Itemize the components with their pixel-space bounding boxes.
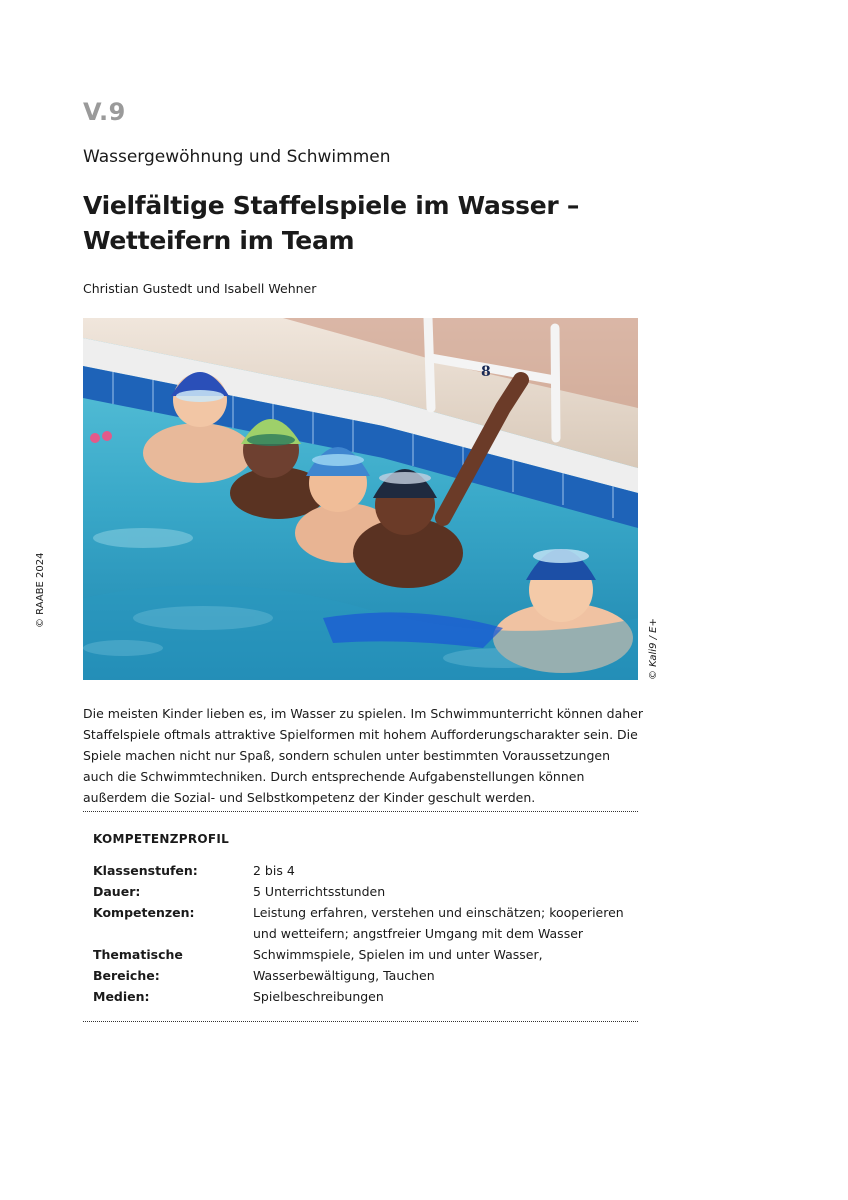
intro-paragraph — [83, 703, 643, 808]
title-line-2: Wetteifern im Team — [83, 226, 355, 255]
ladder-number: 8 — [481, 364, 491, 380]
profile-label: Dauer: — [93, 884, 141, 899]
photo-credit: © Kali9 / E+ — [648, 618, 659, 680]
copyright-notice: © RAABE 2024 — [35, 552, 46, 628]
page-number: V.9 — [83, 98, 126, 126]
profile-row — [93, 944, 628, 986]
profile-label: Thematische Bereiche: — [93, 947, 183, 983]
competence-profile — [93, 860, 628, 1007]
profile-row — [93, 902, 628, 944]
title-line-1: Vielfältige Staffelspiele im Wasser – — [83, 191, 580, 220]
divider-bottom — [83, 1021, 638, 1022]
divider-top — [83, 811, 638, 812]
section-title: Wassergewöhnung und Schwimmen — [83, 147, 391, 167]
page-title — [83, 188, 643, 258]
profile-label: Kompetenzen: — [93, 905, 195, 920]
profile-row — [93, 986, 628, 1007]
profile-value: Leistung erfahren, verstehen und einschätzen; kooperieren und wetteifern; angstfreier Umgang mit dem Wasser — [253, 905, 624, 941]
profile-row — [93, 881, 628, 902]
profile-row — [93, 860, 628, 881]
pool-photo — [83, 318, 638, 680]
profile-label: Medien: — [93, 989, 150, 1004]
profile-value: 2 bis 4 — [253, 863, 295, 878]
profile-value: Spielbeschreibungen — [253, 989, 384, 1004]
profile-label: Klassenstufen: — [93, 863, 198, 878]
intro-text: Die meisten Kinder lieben es, im Wasser zu spielen. Im Schwimmunterricht können daher Staffelspiele oftmals attraktive Spielformen mit hohem Aufforderungscharakter sein. Die Spiele machen nicht nur Spaß, sondern schulen unter bestimmten Voraussetzungen auch die Schwimmtechniken. Durch entsprechende Aufgabenstellungen können außerdem die Sozial- und Selbstkompetenz der Kinder geschult werden. — [83, 706, 643, 805]
profile-heading: KOMPETENZPROFIL — [93, 832, 230, 846]
profile-value: 5 Unterrichtsstunden — [253, 884, 386, 899]
profile-value: Schwimmspiele, Spielen im und unter Wasser, Wasserbewältigung, Tauchen — [253, 947, 543, 983]
authors: Christian Gustedt und Isabell Wehner — [83, 281, 317, 296]
